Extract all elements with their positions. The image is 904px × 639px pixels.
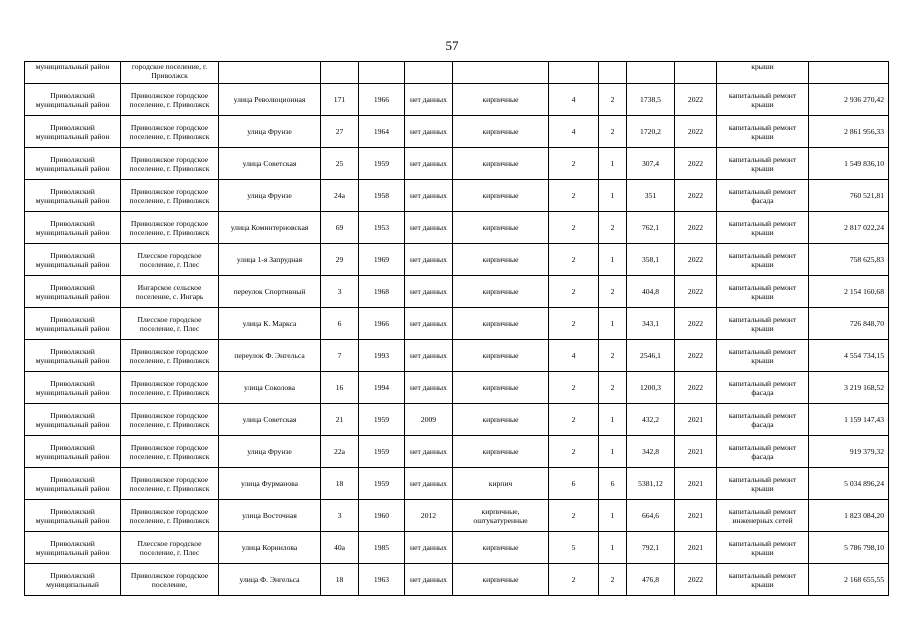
cell-district: Приволжский муниципальный район bbox=[25, 308, 121, 340]
cell-work: капитальный ремонт крыши bbox=[717, 116, 809, 148]
table-row bbox=[25, 308, 889, 340]
cell-built: 1960 bbox=[359, 500, 405, 532]
cell-settlement: Плесское городское поселение, г. Плес bbox=[121, 244, 219, 276]
cell-wall: кирпичные bbox=[453, 148, 549, 180]
cell-street: улица Фрунзе bbox=[219, 436, 321, 468]
cell-work: капитальный ремонт крыши bbox=[717, 276, 809, 308]
cell-work: капитальный ремонт крыши bbox=[717, 564, 809, 596]
cell-area: 343,1 bbox=[627, 308, 675, 340]
cell-floors: 2 bbox=[549, 148, 599, 180]
cell-district: Приволжский муниципальный район bbox=[25, 212, 121, 244]
cell-sections: 1 bbox=[599, 404, 627, 436]
cell-built: 1959 bbox=[359, 148, 405, 180]
cell-settlement: Приволжское городское поселение, г. Приволжск bbox=[121, 180, 219, 212]
cell-settlement: Приволжское городское поселение, г. Приволжск bbox=[121, 340, 219, 372]
cell-sections: 2 bbox=[599, 212, 627, 244]
cell-floors: 2 bbox=[549, 404, 599, 436]
cell-settlement: Приволжское городское поселение, г. Приволжск bbox=[121, 84, 219, 116]
cell-street: улица Советская bbox=[219, 404, 321, 436]
cell-street: улица Ф. Энгельса bbox=[219, 564, 321, 596]
cell-last-repair: 2009 bbox=[405, 404, 453, 436]
cell-house: 7 bbox=[321, 340, 359, 372]
cell-floors: 2 bbox=[549, 212, 599, 244]
cell-cost: 5 034 896,24 bbox=[809, 468, 889, 500]
cell-wall: кирпичные bbox=[453, 244, 549, 276]
cell-year: 2022 bbox=[675, 84, 717, 116]
cell-district: Приволжский муниципальный район bbox=[25, 436, 121, 468]
cell-house bbox=[321, 62, 359, 84]
cell-street: улица Корнилова bbox=[219, 532, 321, 564]
cell-built: 1959 bbox=[359, 404, 405, 436]
cell-area: 1200,3 bbox=[627, 372, 675, 404]
cell-last-repair: нет данных bbox=[405, 148, 453, 180]
cell-district: Приволжский муниципальный район bbox=[25, 148, 121, 180]
cell-settlement: Ингарское сельское поселение, с. Ингарь bbox=[121, 276, 219, 308]
cell-built: 1966 bbox=[359, 308, 405, 340]
cell-wall: кирпичные bbox=[453, 84, 549, 116]
cell-street: улица 1-я Запрудная bbox=[219, 244, 321, 276]
cell-house: 21 bbox=[321, 404, 359, 436]
cell-district: Приволжский муниципальный район bbox=[25, 532, 121, 564]
cell-cost: 2 936 270,42 bbox=[809, 84, 889, 116]
table-row bbox=[25, 436, 889, 468]
cell-settlement: Плесское городское поселение, г. Плес bbox=[121, 532, 219, 564]
cell-last-repair: нет данных bbox=[405, 212, 453, 244]
cell-street: улица Восточная bbox=[219, 500, 321, 532]
cell-settlement: Приволжское городское поселение, г. Приволжск bbox=[121, 116, 219, 148]
cell-sections: 1 bbox=[599, 180, 627, 212]
cell-street: улица Коминтерновская bbox=[219, 212, 321, 244]
cell-year: 2021 bbox=[675, 532, 717, 564]
cell-last-repair: нет данных bbox=[405, 372, 453, 404]
table-row bbox=[25, 372, 889, 404]
cell-year: 2021 bbox=[675, 468, 717, 500]
cell-cost: 726 848,70 bbox=[809, 308, 889, 340]
cell-built: 1969 bbox=[359, 244, 405, 276]
cell-last-repair: нет данных bbox=[405, 308, 453, 340]
cell-year: 2022 bbox=[675, 308, 717, 340]
cell-area: 1720,2 bbox=[627, 116, 675, 148]
cell-street: улица Фурманова bbox=[219, 468, 321, 500]
cell-street: улица Революционная bbox=[219, 84, 321, 116]
table-row bbox=[25, 532, 889, 564]
cell-year: 2022 bbox=[675, 276, 717, 308]
cell-cost: 5 786 798,10 bbox=[809, 532, 889, 564]
table-row bbox=[25, 468, 889, 500]
cell-work: капитальный ремонт крыши bbox=[717, 148, 809, 180]
cell-work: крыши bbox=[717, 62, 809, 84]
cell-work: капитальный ремонт фасада bbox=[717, 180, 809, 212]
cell-district: Приволжский муниципальный район bbox=[25, 116, 121, 148]
cell-sections: 1 bbox=[599, 244, 627, 276]
table-row bbox=[25, 84, 889, 116]
cell-house: 3 bbox=[321, 276, 359, 308]
cell-floors: 2 bbox=[549, 244, 599, 276]
cell-work: капитальный ремонт крыши bbox=[717, 468, 809, 500]
cell-floors: 4 bbox=[549, 84, 599, 116]
cell-floors: 4 bbox=[549, 116, 599, 148]
cell-floors: 5 bbox=[549, 532, 599, 564]
cell-work: капитальный ремонт фасада bbox=[717, 404, 809, 436]
cell-last-repair: нет данных bbox=[405, 532, 453, 564]
cell-work: капитальный ремонт инженерных сетей bbox=[717, 500, 809, 532]
cell-year: 2022 bbox=[675, 244, 717, 276]
cell-street: улица Соколова bbox=[219, 372, 321, 404]
cell-year: 2022 bbox=[675, 372, 717, 404]
cell-floors: 6 bbox=[549, 468, 599, 500]
table-row bbox=[25, 500, 889, 532]
cell-area: 351 bbox=[627, 180, 675, 212]
cell-area: 432,2 bbox=[627, 404, 675, 436]
table-row bbox=[25, 244, 889, 276]
cell-year bbox=[675, 62, 717, 84]
cell-last-repair: нет данных bbox=[405, 468, 453, 500]
cell-house: 3 bbox=[321, 500, 359, 532]
cell-wall: кирпичные bbox=[453, 308, 549, 340]
cell-cost: 2 168 655,55 bbox=[809, 564, 889, 596]
cell-year: 2021 bbox=[675, 404, 717, 436]
cell-house: 25 bbox=[321, 148, 359, 180]
cell-work: капитальный ремонт крыши bbox=[717, 340, 809, 372]
cell-built: 1994 bbox=[359, 372, 405, 404]
cell-area: 342,8 bbox=[627, 436, 675, 468]
cell-wall: кирпич bbox=[453, 468, 549, 500]
cell-area: 358,1 bbox=[627, 244, 675, 276]
table-row bbox=[25, 148, 889, 180]
cell-sections: 2 bbox=[599, 340, 627, 372]
cell-settlement: Приволжское городское поселение, г. Приволжск bbox=[121, 148, 219, 180]
cell-area: 404,8 bbox=[627, 276, 675, 308]
cell-settlement: Приволжское городское поселение, г. Приволжск bbox=[121, 436, 219, 468]
cell-cost: 760 521,81 bbox=[809, 180, 889, 212]
cell-sections: 2 bbox=[599, 84, 627, 116]
cell-district: Приволжский муниципальный район bbox=[25, 340, 121, 372]
cell-work: капитальный ремонт крыши bbox=[717, 532, 809, 564]
cell-year: 2022 bbox=[675, 180, 717, 212]
table-row bbox=[25, 276, 889, 308]
cell-street: улица Фрунзе bbox=[219, 116, 321, 148]
cell-floors: 2 bbox=[549, 372, 599, 404]
cell-built: 1953 bbox=[359, 212, 405, 244]
cell-area: 664,6 bbox=[627, 500, 675, 532]
page-number: 57 bbox=[445, 38, 459, 53]
cell-last-repair: нет данных bbox=[405, 116, 453, 148]
cell-district: Приволжский муниципальный район bbox=[25, 180, 121, 212]
cell-cost: 919 379,32 bbox=[809, 436, 889, 468]
cell-built: 1958 bbox=[359, 180, 405, 212]
cell-house: 27 bbox=[321, 116, 359, 148]
cell-wall: кирпичные bbox=[453, 116, 549, 148]
cell-last-repair bbox=[405, 62, 453, 84]
cell-floors: 2 bbox=[549, 436, 599, 468]
cell-house: 69 bbox=[321, 212, 359, 244]
cell-house: 24а bbox=[321, 180, 359, 212]
cell-area: 2546,1 bbox=[627, 340, 675, 372]
cell-year: 2022 bbox=[675, 116, 717, 148]
cell-built: 1966 bbox=[359, 84, 405, 116]
cell-settlement: Приволжское городское поселение, г. Приволжск bbox=[121, 468, 219, 500]
cell-district: Приволжский муниципальный район bbox=[25, 276, 121, 308]
cell-floors: 2 bbox=[549, 276, 599, 308]
cell-wall: кирпичные bbox=[453, 212, 549, 244]
cell-house: 171 bbox=[321, 84, 359, 116]
cell-house: 22а bbox=[321, 436, 359, 468]
cell-area: 5381,12 bbox=[627, 468, 675, 500]
housing-repair-table bbox=[24, 61, 889, 596]
cell-street: улица Советская bbox=[219, 148, 321, 180]
cell-built: 1968 bbox=[359, 276, 405, 308]
cell-built bbox=[359, 62, 405, 84]
cell-district: Приволжский муниципальный район bbox=[25, 404, 121, 436]
cell-year: 2022 bbox=[675, 212, 717, 244]
cell-last-repair: 2012 bbox=[405, 500, 453, 532]
cell-sections: 1 bbox=[599, 532, 627, 564]
cell-work: капитальный ремонт фасада bbox=[717, 372, 809, 404]
cell-last-repair: нет данных bbox=[405, 244, 453, 276]
cell-last-repair: нет данных bbox=[405, 564, 453, 596]
table-body bbox=[25, 62, 889, 596]
cell-area: 792,1 bbox=[627, 532, 675, 564]
cell-floors bbox=[549, 62, 599, 84]
cell-wall: кирпичные bbox=[453, 404, 549, 436]
cell-house: 40а bbox=[321, 532, 359, 564]
cell-built: 1959 bbox=[359, 468, 405, 500]
cell-floors: 2 bbox=[549, 180, 599, 212]
cell-wall: кирпичные bbox=[453, 180, 549, 212]
cell-wall: кирпичные bbox=[453, 340, 549, 372]
cell-floors: 2 bbox=[549, 564, 599, 596]
cell-district: Приволжский муниципальный район bbox=[25, 372, 121, 404]
table-row bbox=[25, 180, 889, 212]
cell-cost: 1 549 836,10 bbox=[809, 148, 889, 180]
cell-wall: кирпичные bbox=[453, 564, 549, 596]
cell-floors: 2 bbox=[549, 500, 599, 532]
cell-cost: 3 219 168,52 bbox=[809, 372, 889, 404]
cell-year: 2021 bbox=[675, 500, 717, 532]
cell-settlement: Приволжское городское поселение, г. Приволжск bbox=[121, 372, 219, 404]
cell-sections: 2 bbox=[599, 564, 627, 596]
cell-wall: кирпичные bbox=[453, 532, 549, 564]
cell-district: Приволжский муниципальный район bbox=[25, 84, 121, 116]
cell-settlement: Приволжское городское поселение, г. Приволжск bbox=[121, 212, 219, 244]
table-row-partial bbox=[25, 62, 889, 84]
cell-built: 1959 bbox=[359, 436, 405, 468]
cell-area bbox=[627, 62, 675, 84]
cell-settlement: Приволжское городское поселение, г. Приволжск bbox=[121, 500, 219, 532]
cell-house: 18 bbox=[321, 564, 359, 596]
cell-house: 6 bbox=[321, 308, 359, 340]
cell-area: 307,4 bbox=[627, 148, 675, 180]
table-row bbox=[25, 404, 889, 436]
cell-sections bbox=[599, 62, 627, 84]
cell-settlement: городское поселение, г. Приволжск bbox=[121, 62, 219, 84]
cell-last-repair: нет данных bbox=[405, 180, 453, 212]
cell-settlement: Приволжское городское поселение, г. Приволжск bbox=[121, 404, 219, 436]
cell-last-repair: нет данных bbox=[405, 436, 453, 468]
cell-last-repair: нет данных bbox=[405, 340, 453, 372]
cell-cost: 758 625,83 bbox=[809, 244, 889, 276]
cell-wall bbox=[453, 62, 549, 84]
cell-work: капитальный ремонт крыши bbox=[717, 244, 809, 276]
cell-street bbox=[219, 62, 321, 84]
cell-sections: 1 bbox=[599, 308, 627, 340]
cell-cost: 2 154 160,68 bbox=[809, 276, 889, 308]
cell-year: 2022 bbox=[675, 340, 717, 372]
cell-house: 16 bbox=[321, 372, 359, 404]
cell-area: 476,8 bbox=[627, 564, 675, 596]
cell-work: капитальный ремонт крыши bbox=[717, 84, 809, 116]
cell-year: 2022 bbox=[675, 148, 717, 180]
cell-floors: 4 bbox=[549, 340, 599, 372]
cell-wall: кирпичные, оштукатуренные bbox=[453, 500, 549, 532]
cell-cost: 2 861 956,33 bbox=[809, 116, 889, 148]
cell-work: капитальный ремонт фасада bbox=[717, 436, 809, 468]
cell-year: 2022 bbox=[675, 564, 717, 596]
table-row bbox=[25, 116, 889, 148]
cell-district: Приволжский муниципальный район bbox=[25, 468, 121, 500]
cell-work: капитальный ремонт крыши bbox=[717, 212, 809, 244]
cell-district: Приволжский муниципальный район bbox=[25, 500, 121, 532]
cell-last-repair: нет данных bbox=[405, 84, 453, 116]
cell-cost: 2 817 022,24 bbox=[809, 212, 889, 244]
table-row bbox=[25, 564, 889, 596]
cell-cost bbox=[809, 62, 889, 84]
cell-year: 2021 bbox=[675, 436, 717, 468]
cell-cost: 4 554 734,15 bbox=[809, 340, 889, 372]
table-row bbox=[25, 340, 889, 372]
cell-wall: кирпичные bbox=[453, 436, 549, 468]
cell-street: улица Фрунзе bbox=[219, 180, 321, 212]
cell-street: переулок Спортивный bbox=[219, 276, 321, 308]
cell-area: 762,1 bbox=[627, 212, 675, 244]
cell-cost: 1 823 084,20 bbox=[809, 500, 889, 532]
cell-sections: 2 bbox=[599, 276, 627, 308]
cell-wall: кирпичные bbox=[453, 372, 549, 404]
cell-wall: кирпичные bbox=[453, 276, 549, 308]
cell-sections: 2 bbox=[599, 116, 627, 148]
cell-work: капитальный ремонт крыши bbox=[717, 308, 809, 340]
cell-floors: 2 bbox=[549, 308, 599, 340]
cell-district: муниципальный район bbox=[25, 62, 121, 84]
cell-sections: 6 bbox=[599, 468, 627, 500]
cell-district: Приволжский муниципальный bbox=[25, 564, 121, 596]
cell-built: 1963 bbox=[359, 564, 405, 596]
cell-sections: 1 bbox=[599, 148, 627, 180]
cell-district: Приволжский муниципальный район bbox=[25, 244, 121, 276]
cell-house: 18 bbox=[321, 468, 359, 500]
cell-sections: 1 bbox=[599, 436, 627, 468]
cell-sections: 2 bbox=[599, 372, 627, 404]
cell-last-repair: нет данных bbox=[405, 276, 453, 308]
cell-house: 29 bbox=[321, 244, 359, 276]
cell-settlement: Плесское городское поселение, г. Плес bbox=[121, 308, 219, 340]
cell-sections: 1 bbox=[599, 500, 627, 532]
table-row bbox=[25, 212, 889, 244]
cell-built: 1993 bbox=[359, 340, 405, 372]
cell-street: улица К. Маркса bbox=[219, 308, 321, 340]
cell-settlement: Приволжское городское поселение, bbox=[121, 564, 219, 596]
cell-built: 1964 bbox=[359, 116, 405, 148]
cell-area: 1738,5 bbox=[627, 84, 675, 116]
cell-cost: 1 159 147,43 bbox=[809, 404, 889, 436]
cell-street: переулок Ф. Энгельса bbox=[219, 340, 321, 372]
cell-built: 1985 bbox=[359, 532, 405, 564]
